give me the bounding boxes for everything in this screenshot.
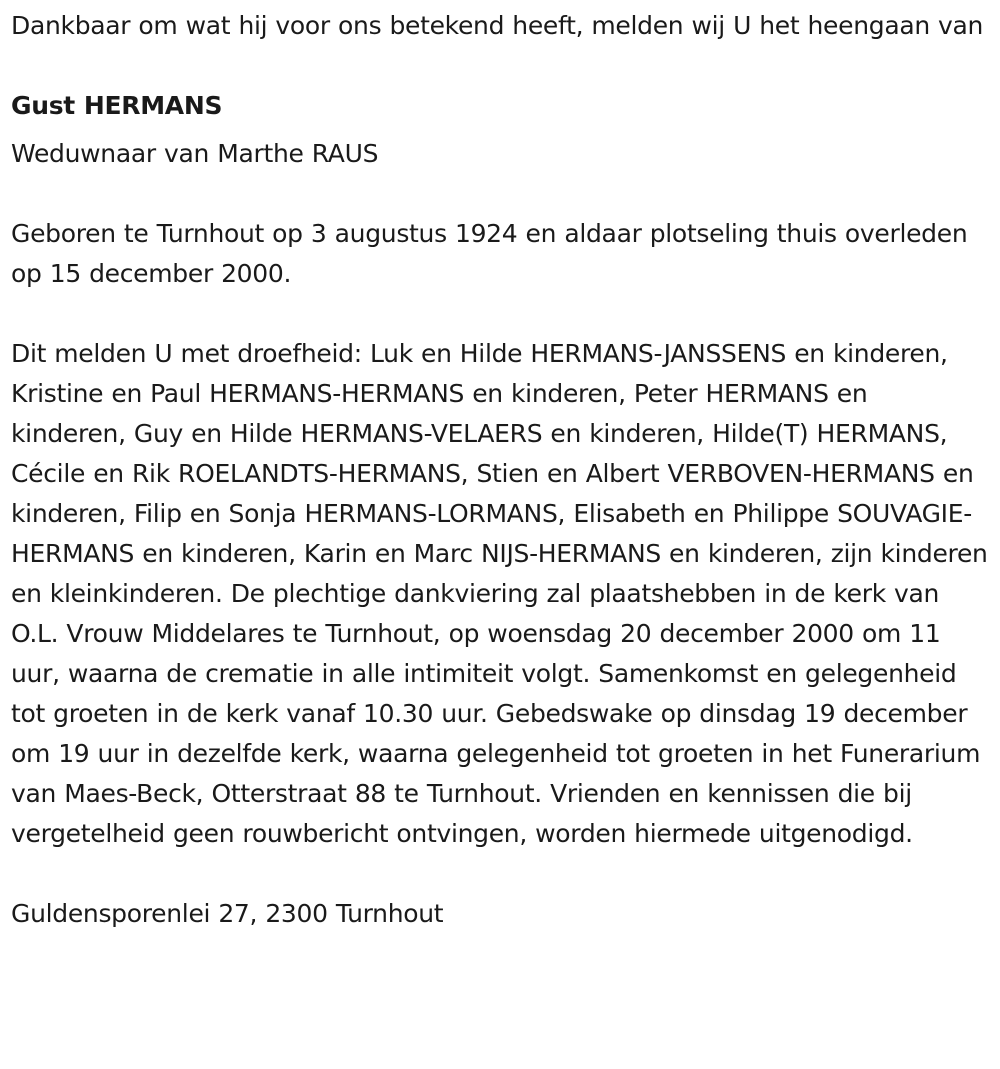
address-line: Guldensporenlei 27, 2300 Turnhout (11, 899, 444, 928)
birth-death-text: Geboren te Turnhout op 3 augustus 1924 en aldaar plotseling thuis overleden op 15 december 2000. (11, 219, 968, 288)
deceased-name: Gust HERMANS (11, 91, 223, 120)
announcement-body: Dit melden U met droefheid: Luk en Hilde HERMANS-JANSSENS en kinderen, Kristine en Paul HERMANS-HERMANS en kinderen, Peter HERMANS en kinderen, Guy en Hilde HERMANS-VELAERS en kinderen, Hilde(T) HERMANS, Cécile en Rik ROELANDTS-HERMANS, Stien en Albert VERBOVEN-HERMANS en kinderen, Filip en Sonja HERMANS-LORMANS, Elisabeth en Philippe SOUVAGIE-HERMANS en kinderen, Karin en Marc NIJS-HERMANS en kinderen, zijn kinderen en kleinkinderen. De plechtige dankviering zal plaatshebben in de kerk van O.L. Vrouw Middelares te Turnhout, op woensdag 20 december 2000 om 11 uur, waarna de crematie in alle intimiteit volgt. Samenkomst en gelegenheid tot groeten in de kerk vanaf 10.30 uur. Gebedswake op dinsdag 19 december om 19 uur in dezelfde kerk, waarna gelegenheid tot groeten in het Funerarium van Maes-Beck, Otterstraat 88 te Turnhout. Vrienden en kennissen die bij vergetelheid geen rouwbericht ontvingen, worden hiermede uitgenodigd. (11, 339, 988, 848)
widower-line: Weduwnaar van Marthe RAUS (11, 139, 379, 168)
intro-text: Dankbaar om wat hij voor ons betekend heeft, melden wij U het heengaan van (11, 11, 984, 40)
